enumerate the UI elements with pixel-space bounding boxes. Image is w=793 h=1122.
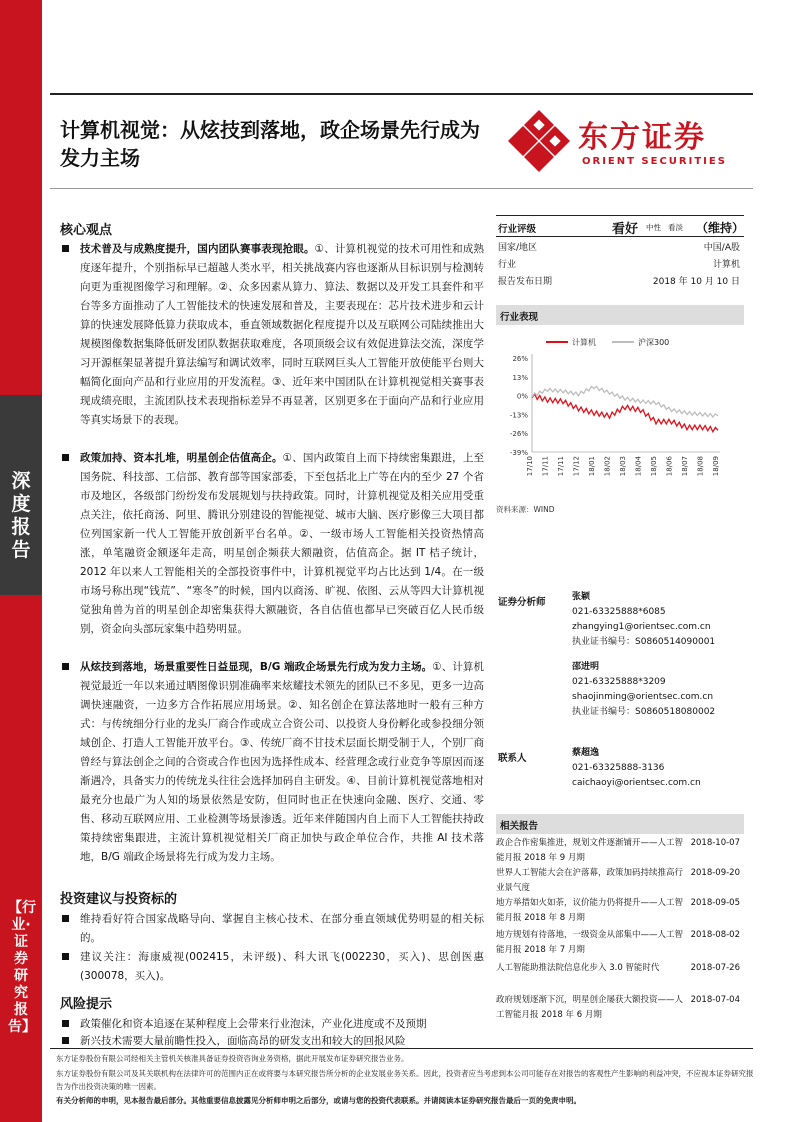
related-report-title: 政企合作密集推进，规划文件逐渐铺开——人工智能月报 2018 年 9 月期 <box>496 838 684 863</box>
rating-option-bearish: 看淡 <box>668 223 683 232</box>
series-line-hs300 <box>532 386 718 417</box>
y-tick-label: -26% <box>509 430 528 439</box>
analyst-2 <box>572 660 715 720</box>
related-report-date: 2018-08-02 <box>690 930 740 940</box>
analyst-1 <box>572 590 715 650</box>
risk-text: 新兴技术需要大量前瞻性投入，面临高昂的研发支出和较大的回报风险 <box>80 1035 406 1047</box>
info-key: 报告发布日期 <box>498 277 553 287</box>
bullet-square-icon <box>62 915 69 922</box>
core-bullet-2 <box>62 449 484 639</box>
invest-bullet-2 <box>62 948 484 986</box>
footer-disclosure: 东方证券股份有限公司及其关联机构在法律许可的范围内正在或将要与本研究报告所分析的企业发展业务关系。因此，投资者应当考虑到本公司可能存在对报告的客观性产生影响的利益冲突，不应视本证券研究报告为作出投资决策的唯一因素。 <box>56 1069 754 1091</box>
analyst-name: 邵进明 <box>572 662 600 672</box>
company-logo <box>500 106 750 178</box>
rating-maintain: （维持） <box>696 221 745 235</box>
info-value: 中国/A股 <box>703 243 740 253</box>
x-tick-label: 18/07 <box>681 456 689 477</box>
related-report[interactable] <box>496 866 744 896</box>
related-heading-bar <box>496 814 744 834</box>
bullet-lead: 政策加持、资本扎堆，明星创企估值高企。 <box>80 452 283 464</box>
related-report[interactable] <box>496 961 744 976</box>
related-report-date: 2018-10-07 <box>690 838 740 848</box>
analyst-label: 证券分析师 <box>498 597 546 608</box>
info-key: 行业 <box>498 260 517 270</box>
x-tick-label: 17/11 <box>557 456 565 477</box>
related-report-title: 地方举措如火如荼，议价能力仍将提升——人工智能月报 2018 年 8 月期 <box>496 898 684 923</box>
risk-heading: 风险提示 <box>60 997 113 1012</box>
analyst-phone: 021-63325888*6085 <box>572 607 666 617</box>
info-row <box>496 238 744 255</box>
info-value: 2018 年 10 月 10 日 <box>652 277 740 287</box>
related-report-date: 2018-07-26 <box>690 963 740 973</box>
analyst-phone: 021-63325888*3209 <box>572 677 666 687</box>
x-tick-label: 18/05 <box>650 456 658 477</box>
y-tick-label: 26% <box>512 355 528 363</box>
info-row <box>496 272 744 289</box>
bullet-body: ①、计算机视觉的技术可用性和成熟度逐年提升，个别指标早已超越人类水平，相关挑战赛内容也逐渐从目标识别与检测转向更为重视图像学习和理解。②、众多因素从算力、算法、数据以及开发工具套件和平台等多方面推动了人工智能技术的快速发展和普及，主要表现在：芯片技术进步和云计算的快速发展降低算力获取成本，垂直领域数据化程度提升以及互联网公司陆续推出大规模图像数据集降低研发团队数据获取难度，各项顶级会议有效促进算法交流，深度学习开源框架显著提升算法编写和调试效率，同时互联网巨头人工智能开放使能平台则大幅简化面向产品和行业应用的开发流程。③、近年来中国团队在计算机视觉相关赛事表现成绩亮眼，主流团队技术表现指标差异不再显著，区别更多在于面向产品和行业应用等真实场景下的表现。 <box>80 243 485 426</box>
x-tick-label: 18/09 <box>712 456 720 477</box>
performance-chart <box>496 330 744 500</box>
info-row <box>496 255 744 272</box>
side-bar-top <box>0 0 42 395</box>
bullet-square-icon <box>62 454 69 461</box>
performance-heading: 行业表现 <box>500 312 539 323</box>
contact-phone: 021-63325888-3136 <box>572 763 665 773</box>
related-report[interactable] <box>496 896 744 926</box>
report-category-label: 【行业·证券研究报告】 <box>8 900 36 1035</box>
bullet-square-icon <box>62 953 69 960</box>
footer-notice <box>56 1094 756 1107</box>
bullet-lead: 技术普及与成熟度提升，国内团队赛事表现抢眼。 <box>80 243 315 255</box>
related-report-date: 2018-09-05 <box>690 898 740 908</box>
x-tick-label: 17/12 <box>572 456 581 477</box>
logo-english-name: ORIENT SECURITIES <box>582 156 727 167</box>
bullet-square-icon <box>62 1020 69 1027</box>
legend-label: 沪深300 <box>638 338 670 347</box>
rating-label: 行业评级 <box>498 224 537 235</box>
bullet-square-icon <box>62 663 69 670</box>
side-color-bar <box>0 0 42 1122</box>
related-report[interactable] <box>496 993 744 1023</box>
logo-mark-icon <box>504 106 574 176</box>
related-report-title: 政府规划逐渐下沉，明星创企屡获大额投资——人工智能月报 2018 年 6 月期 <box>496 995 684 1020</box>
side-bar-bottom <box>0 595 42 1122</box>
core-views-heading: 核心观点 <box>60 223 113 238</box>
related-report[interactable] <box>496 928 744 958</box>
y-tick-label: 13% <box>512 373 528 382</box>
invest-heading: 投资建议与投资标的 <box>60 892 178 907</box>
x-tick-label: 18/01 <box>588 456 596 477</box>
bullet-body: ①、国内政策自上而下持续密集跟进，上至国务院、科技部、工信部、教育部等国家部委，下至包括北上广等在内的至少 27 个省市及地区，各级部门纷纷发布发展规划与扶持政策。同时，计算机视觉及相关应用受重点关注，依托商汤、阿里、腾讯分别建设的智能视觉、城市大脑、医疗影像三大项目都位列国家新一代人工智能开放创新平台名单。②、一级市场人工智能相关投资热情高涨，单笔融资金额逐年走高，明星创企频获大额融资，估值高企。据 IT 桔子统计，2012 年以来人工智能相关的全部投资事件中，计算机视觉平均占比达到 1/4。在一级市场号称出现“钱荒”、“寒冬”的时候，国内以商汤、旷视、依图、云从等四大计算机视觉独角兽为首的明星创企却密集获得大额融资，各自估值也都早已突破百亿人民币级别，资金向头部玩家集中趋势明显。 <box>80 452 484 635</box>
contact-label: 联系人 <box>498 753 527 764</box>
core-bullet-1 <box>62 240 484 430</box>
analyst-name: 张颖 <box>572 592 591 602</box>
header-rule <box>50 188 753 189</box>
y-tick-label: -39% <box>509 449 528 457</box>
bullet-square-icon <box>62 245 69 252</box>
rating-option-neutral: 中性 <box>646 223 661 232</box>
x-tick-label: 18/03 <box>619 456 627 477</box>
legend-label: 计算机 <box>572 338 596 347</box>
rating-value: 看好 <box>612 222 639 237</box>
analyst-cert: 执业证书编号：S0860518080002 <box>572 707 716 717</box>
related-report-title: 人工智能助推法院信息化步入 3.0 智能时代 <box>496 963 660 973</box>
x-tick-label: 17/10 <box>526 456 534 477</box>
info-value: 计算机 <box>712 260 740 270</box>
top-rule <box>50 93 753 95</box>
related-heading: 相关报告 <box>500 821 539 832</box>
related-report-title: 世界人工智能大会在沪落幕，政策加码持续推高行业景气度 <box>496 868 684 893</box>
analyst-email[interactable]: shaojinming@orientsec.com.cn <box>572 692 714 702</box>
x-tick-label: 18/08 <box>696 456 705 477</box>
related-report-title: 地方规划有待落地，一级资金从部集中——人工智能月报 2018 年 7 月期 <box>496 930 684 955</box>
x-tick-label: 17/11 <box>541 456 550 477</box>
logo-chinese-name: 东方证券 <box>578 120 706 155</box>
x-tick-label: 18/06 <box>665 456 674 477</box>
footer-qualification: 东方证券股份有限公司经相关主管机关核准具备证券投资咨询业务资格，据此开展发布证券研究报告业务。 <box>56 1054 409 1063</box>
invest-text: 维持看好符合国家战略导向、掌握自主核心技术、在部分垂直领域优势明显的相关标的。 <box>80 913 484 944</box>
bullet-lead: 从炫技到落地，场景重要性日益显现，B/G 端政企场景先行成为发力主场。 <box>80 661 433 673</box>
chart-source: 资料来源：WIND <box>496 505 555 514</box>
y-tick-label: 0% <box>516 392 528 401</box>
invest-bullet-1 <box>62 910 484 948</box>
analyst-cert: 执业证书编号：S0860514090001 <box>572 637 716 647</box>
core-bullet-3 <box>62 658 484 867</box>
report-title: 计算机视觉：从炫技到落地，政企场景先行成为发力主场 <box>60 118 480 170</box>
contact-person <box>572 746 701 791</box>
risk-text: 政策催化和资本追逐在某种程度上会带来行业泡沫，产业化进度或不及预期 <box>80 1018 427 1030</box>
y-tick-label: -13% <box>509 411 528 420</box>
related-report-date: 2018-07-04 <box>690 995 740 1005</box>
related-report-date: 2018-09-20 <box>690 868 740 878</box>
analyst-email[interactable]: zhangying1@orientsec.com.cn <box>572 622 711 632</box>
footer-rule <box>50 1048 753 1049</box>
footer-notice-text: 有关分析师的申明，见本报告最后部分。其他重要信息披露见分析师申明之后部分，或请与您的投资代表联系。并请阅读本证券研究报告最后一页的免责申明。 <box>56 1096 581 1105</box>
contact-email[interactable]: caichaoyi@orientsec.com.cn <box>572 778 701 788</box>
x-tick-label: 18/04 <box>634 456 643 477</box>
info-key: 国家/地区 <box>498 243 538 253</box>
contact-name: 蔡超逸 <box>572 748 600 758</box>
industry-rating <box>496 215 744 237</box>
performance-heading-bar <box>496 305 744 325</box>
bullet-square-icon <box>62 1037 69 1044</box>
x-tick-label: 18/02 <box>603 456 612 477</box>
invest-text: 建议关注：海康威视(002415，未评级)、科大讯飞(002230，买入)、思创医惠(300078，买入)。 <box>80 951 484 982</box>
bullet-body: ①、计算机视觉最近一年以来通过晒图像识别准确率来炫耀技术领先的团队已不多见，更多一边高调快速融资，一边多方合作拓展应用场景。②、知名创企在算法落地时一般有三种方式：与传统细分行业的龙头厂商合作或成立合资公司、以投资人身份孵化或参投细分领域创企、打造人工智能开放平台。③、传统厂商不甘技术层面长期受制于人，个别厂商曾经与算法创企之间的合资或合作也因为选择性成本、经营理念或行业竞争等原因而逐渐遇冷，具备实力的传统龙头往往会选择加码自主研发。④、目前计算机视觉落地相对最充分也最广为人知的场景依然是安防，但同时也正在快速向金融、医疗、交通、零售、移动互联网应用、工业检测等场景渗透。近年来伴随国内自上而下人工智能扶持政策持续密集跟进，主流计算机视觉相关厂商正加快与政企单位合作，共推 AI 技术落地，B/G 端政企场景将先行成为发力主场。 <box>80 661 484 863</box>
related-report[interactable] <box>496 836 744 866</box>
report-type-label: 深度报告 <box>11 470 31 561</box>
